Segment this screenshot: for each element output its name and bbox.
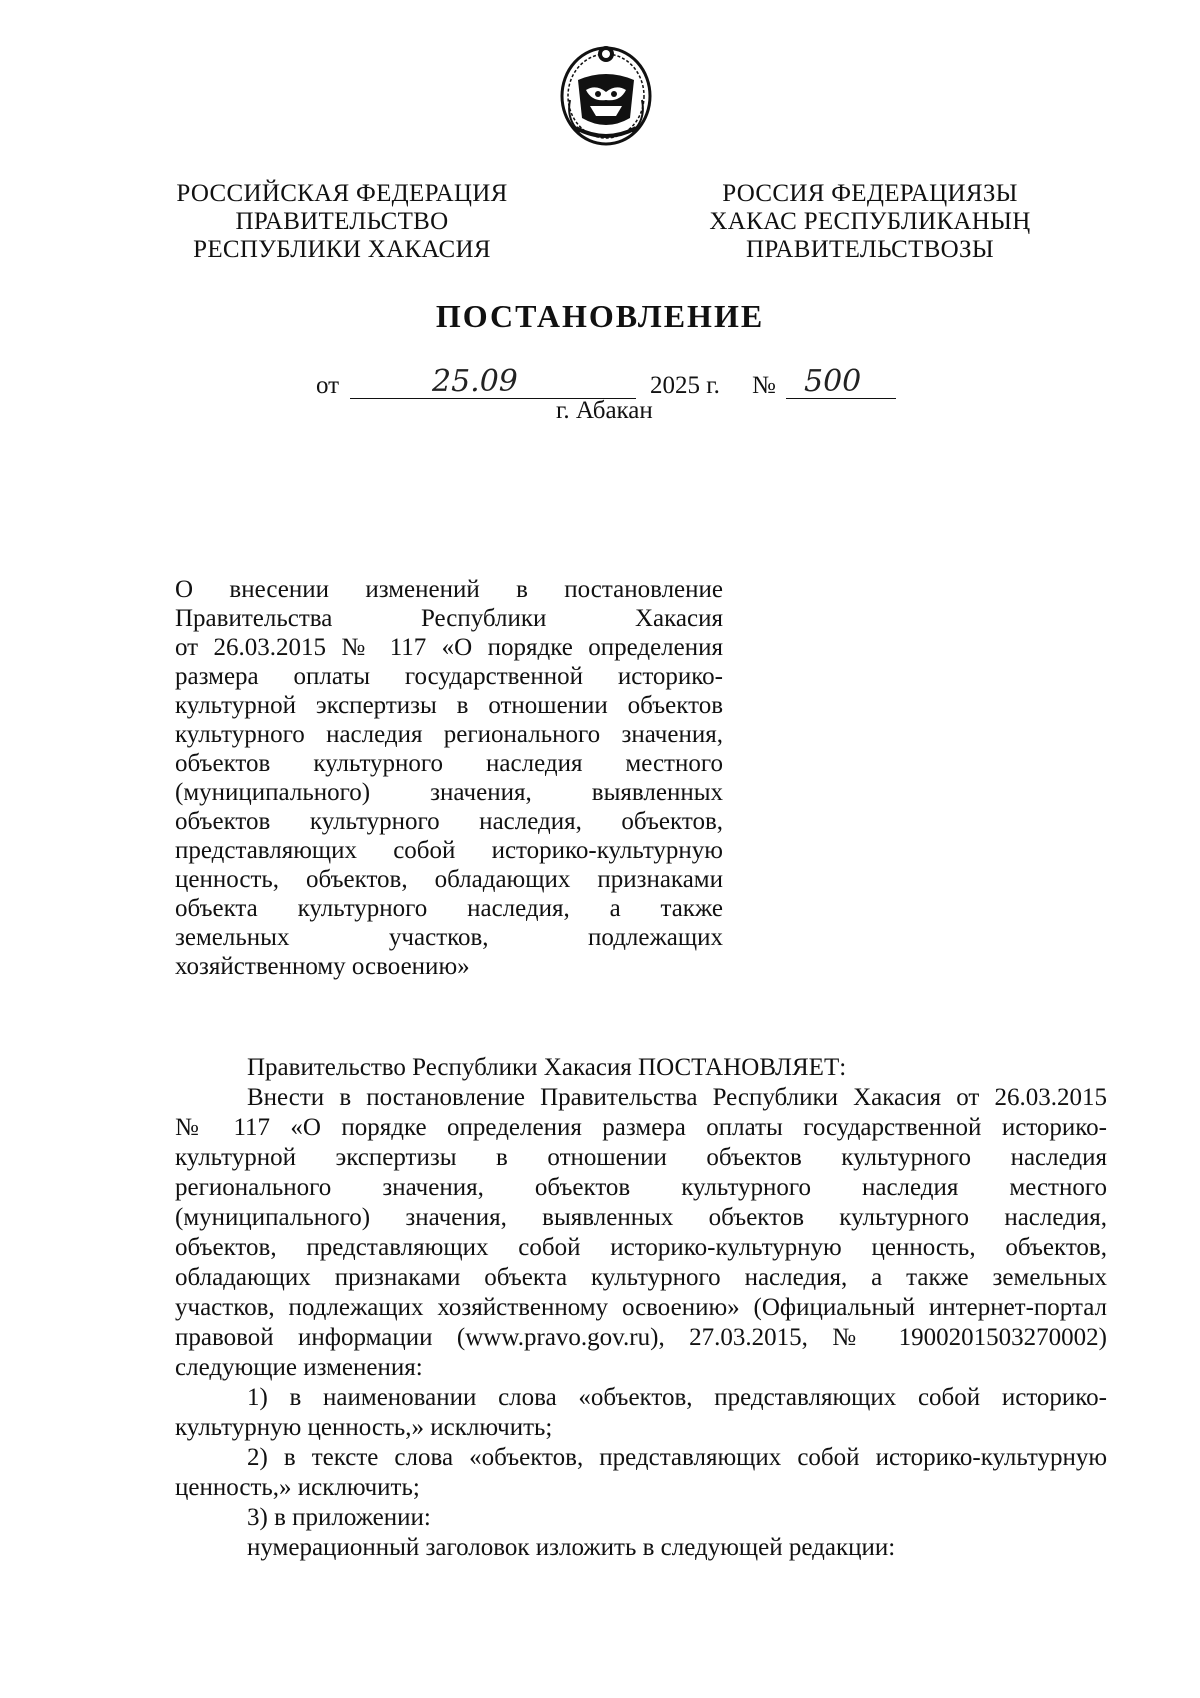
list-item-3: 3) в приложении:: [247, 1504, 431, 1531]
list-item-1-line: культурную ценность,» исключить;: [175, 1414, 553, 1441]
subject-line: представляющих собой историко-культурную: [175, 837, 723, 864]
header-right-block: [690, 180, 1050, 264]
header-left-line: ПРАВИТЕЛЬСТВО: [235, 208, 449, 235]
subject-line: объектов культурного наследия местного: [175, 750, 723, 777]
subject-line: (муниципального) значения, выявленных: [175, 779, 723, 806]
header-right-line: РОССИЯ ФЕДЕРАЦИЯЗЫ: [722, 180, 1018, 207]
body-text: [175, 1053, 1107, 1563]
main-paragraph-line: культурной экспертизы в отношении объектов культурного наследия: [175, 1144, 1107, 1171]
city: г. Абакан: [556, 397, 653, 424]
list-item-1-line: 1) в наименовании слова «объектов, представляющих собой историко-: [247, 1384, 1107, 1411]
subject-line: от 26.03.2015 № 117 «О порядке определения: [175, 634, 723, 661]
list-item-3-sub: нумерационный заголовок изложить в следующей редакции:: [247, 1534, 896, 1561]
main-paragraph-line: обладающих признаками объекта культурного наследия, а также земельных: [175, 1264, 1107, 1291]
header-right-line: ПРАВИТЕЛЬСТВОЗЫ: [746, 236, 994, 263]
year-label: 2025 г.: [650, 372, 720, 399]
main-paragraph-line: следующие изменения:: [175, 1354, 423, 1381]
list-item-1: [175, 1383, 1107, 1443]
main-paragraph-line: регионального значения, объектов культурного наследия местного: [175, 1174, 1107, 1201]
main-paragraph-line: участков, подлежащих хозяйственному освоению» (Официальный интернет-портал: [175, 1294, 1107, 1321]
list-item-2: [175, 1443, 1107, 1503]
main-paragraph: [175, 1083, 1107, 1383]
number-handwritten: 500: [804, 364, 862, 399]
date-handwritten: 25.09: [432, 364, 518, 399]
main-paragraph-line: объектов, представляющих собой историко-культурную ценность, объектов,: [175, 1234, 1107, 1261]
main-paragraph-line: правовой информации (www.pravo.gov.ru), 27.03.2015, № 1900201503270002): [175, 1324, 1107, 1351]
subject-line: ценность, объектов, обладающих признаками: [175, 866, 723, 893]
decree-intro: Правительство Республики Хакасия ПОСТАНОВЛЯЕТ:: [247, 1054, 847, 1081]
from-label: от: [316, 372, 340, 399]
republic-khakassia-emblem-icon: [556, 40, 656, 148]
subject-line: О внесении изменений в постановление: [175, 576, 723, 603]
subject-line: культурной экспертизы в отношении объектов: [175, 692, 723, 719]
subject-line: объектов культурного наследия, объектов,: [175, 808, 723, 835]
subject-line: хозяйственному освоению»: [175, 953, 470, 980]
header-left-line: РЕСПУБЛИКИ ХАКАСИЯ: [193, 236, 491, 263]
subject-line: Правительства Республики Хакасия: [175, 605, 723, 632]
header-left-block: [162, 180, 522, 264]
list-item-2-line: ценность,» исключить;: [175, 1474, 420, 1501]
document-title: ПОСТАНОВЛЕНИЕ: [435, 298, 765, 334]
subject-line: земельных участков, подлежащих: [175, 924, 723, 951]
number-label: №: [752, 372, 776, 399]
list-item-2-line: 2) в тексте слова «объектов, представляющих собой историко-культурную: [247, 1444, 1107, 1471]
subject-line: объекта культурного наследия, а также: [175, 895, 723, 922]
header-left-line: РОССИЙСКАЯ ФЕДЕРАЦИЯ: [176, 180, 508, 207]
header-right-line: ХАКАС РЕСПУБЛИКАНЫҢ: [709, 208, 1031, 235]
subject-line: размера оплаты государственной историко-: [175, 663, 723, 690]
main-paragraph-line: № 117 «О порядке определения размера оплаты государственной историко-: [175, 1114, 1107, 1141]
main-paragraph-line: (муниципального) значения, выявленных объектов культурного наследия,: [175, 1204, 1107, 1231]
subject-block: [175, 575, 723, 981]
subject-line: культурного наследия регионального значения,: [175, 721, 723, 748]
main-paragraph-line: Внести в постановление Правительства Республики Хакасия от 26.03.2015: [247, 1084, 1107, 1111]
